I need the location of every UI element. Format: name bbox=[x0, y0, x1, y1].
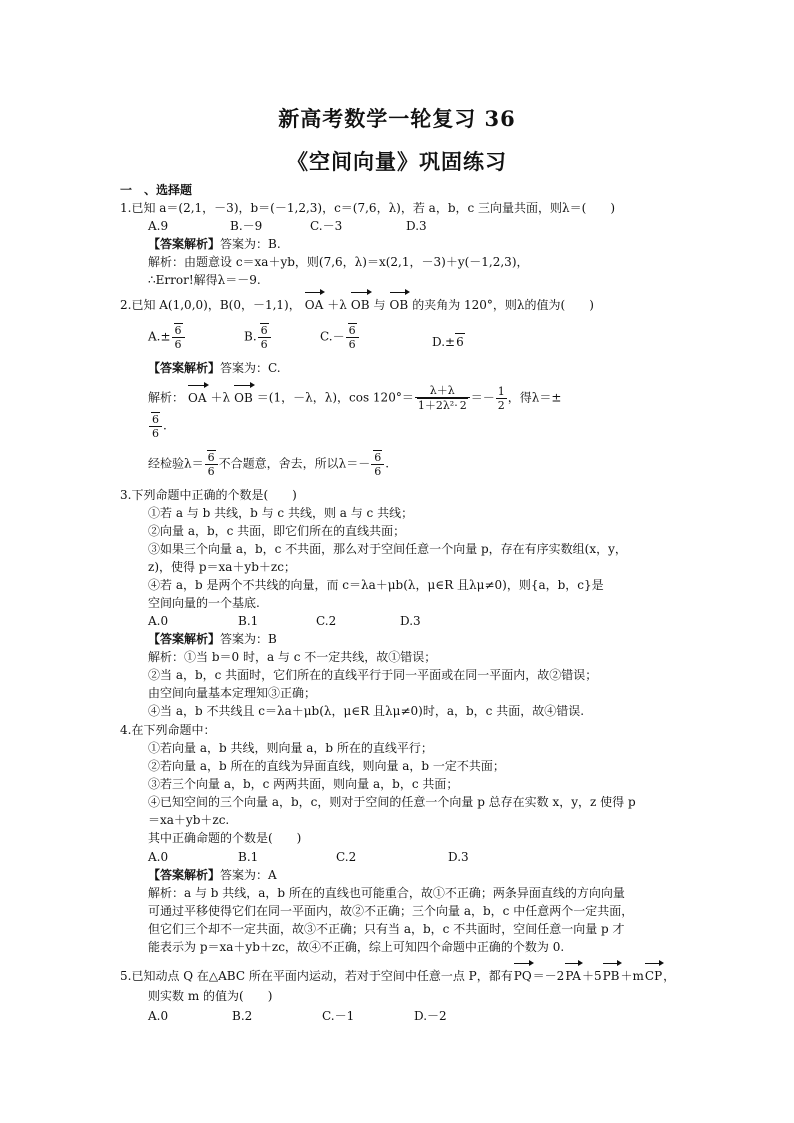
q5-eq-3: ＋m bbox=[620, 969, 644, 983]
q2-option-c-label: C.－ bbox=[320, 329, 345, 344]
q5-option-d: D.－2 bbox=[414, 1009, 447, 1023]
fraction bbox=[346, 323, 359, 351]
q4-prop-2: ②若向量 a，b 所在的直线为异面直线，则向量 a，b 一定不共面； bbox=[148, 759, 505, 773]
answer-text: 答案为：B bbox=[220, 632, 277, 646]
q4-option-b: B.1 bbox=[238, 850, 259, 864]
q4-solution-1: 解析：a 与 b 共线，a，b 所在的直线也可能重合，故①不正确；两条异面直线的方向向量 bbox=[148, 886, 625, 900]
sqrt-6: 6 bbox=[152, 413, 159, 426]
vector-ob: OB bbox=[350, 298, 370, 312]
answer-text: 答案为：B. bbox=[220, 237, 281, 251]
q3-prop-3a: ③如果三个向量 a，b，c 不共面，那么对于空间任意一个向量 p，存在有序实数组(x，y， bbox=[148, 542, 627, 556]
q3-prop-2: ②向量 a，b，c 共面，即它们所在的直线共面； bbox=[148, 524, 406, 538]
q4-prop-4a: ④已知空间的三个向量 a，b，c，则对于空间的任意一个向量 p 总存在实数 x，y，z 使得 p bbox=[148, 795, 636, 809]
q2-stem-start: 2.已知 A(1,0,0)，B(0，－1,1)， bbox=[120, 298, 301, 312]
half-num: 1 bbox=[497, 384, 505, 398]
q3-solution-4: ④当 a，b 不共线且 c＝λa＋μb(λ，μ∈R 且λμ≠0)时，a，b，c 共面，故④错误. bbox=[148, 704, 585, 718]
sol-prefix: 解析： bbox=[148, 390, 185, 405]
q4-solution-3: 但它们三个却不一定共面，故③不正确；只有当 a，b，c 不共面时，空间任意一向量 p 才 bbox=[148, 922, 625, 936]
q2-solution-1 bbox=[148, 384, 718, 412]
q2-option-b-label: B. bbox=[244, 329, 257, 344]
vector-cp: CP bbox=[644, 969, 663, 983]
q1-solution-1: 解析：由题意设 c＝xa＋yb，则(7,6，λ)＝x(2,1，－3)＋y(－1,2,3)， bbox=[148, 255, 529, 269]
q2-option-b bbox=[244, 323, 272, 351]
q2-stem bbox=[120, 297, 710, 313]
q1-answer bbox=[148, 236, 738, 252]
period: . bbox=[163, 418, 167, 433]
q3-prop-4a: ④若 a，b 是两个不共线的向量，而 c＝λa＋μb(λ，μ∈R 且λμ≠0)，则{a，b，c}是 bbox=[148, 578, 604, 592]
denominator: 6 bbox=[348, 338, 356, 351]
q2-option-a bbox=[148, 323, 186, 351]
q2-option-d-label: D.± bbox=[432, 335, 456, 349]
document-title: 新高考数学一轮复习 36 bbox=[278, 106, 516, 131]
q5-stem bbox=[120, 968, 710, 984]
sol-eq: ＝－ bbox=[470, 390, 495, 405]
q4-option-a: A.0 bbox=[148, 850, 169, 864]
q3-solution-1: 解析：①当 b＝0 时，a 与 c 不一定共线，故①错误； bbox=[148, 650, 437, 664]
vector-pa: PA bbox=[565, 969, 581, 983]
half-fraction bbox=[496, 385, 507, 412]
sqrt-2: 2 bbox=[459, 399, 467, 412]
q3-prop-3b: z)，使得 p＝xa＋yb＋zc； bbox=[148, 560, 296, 574]
check-prefix: 经检验λ＝ bbox=[148, 456, 204, 471]
fraction bbox=[149, 412, 162, 440]
vector-pq: PQ bbox=[513, 969, 532, 983]
q3-solution-3: 由空间向量基本定理知③正确； bbox=[148, 686, 317, 700]
q4-answer bbox=[148, 867, 738, 883]
sqrt-6: 6 bbox=[174, 324, 182, 337]
q5-eq-4: ， bbox=[663, 969, 676, 983]
plus-lambda: ＋λ bbox=[327, 298, 347, 312]
vector-oa: OA bbox=[304, 298, 324, 312]
q5-option-a: A.0 bbox=[148, 1009, 169, 1023]
section-heading: 一 、选择题 bbox=[120, 183, 193, 197]
q5-eq-1: ＝－2 bbox=[532, 969, 565, 983]
sqrt-6: 6 bbox=[207, 451, 215, 464]
fraction bbox=[371, 450, 384, 478]
q1-option-b: B.－9 bbox=[230, 219, 263, 233]
sqrt-6: 6 bbox=[374, 451, 382, 464]
plus-lambda: ＋λ bbox=[210, 390, 231, 405]
q4-option-c: C.2 bbox=[336, 850, 357, 864]
denominator: 6 bbox=[174, 338, 182, 351]
q1-option-c: C.－3 bbox=[310, 219, 343, 233]
q3-stem: 3.下列命题中正确的个数是( ) bbox=[120, 488, 297, 502]
q1-solution-2: ∴Error!解得λ＝－9. bbox=[148, 273, 261, 287]
sqrt-6: 6 bbox=[260, 324, 268, 337]
check-mid: 不合题意，舍去，所以λ＝－ bbox=[218, 456, 371, 471]
q4-question: 其中正确命题的个数是( ) bbox=[148, 831, 302, 845]
q2-option-d bbox=[432, 333, 465, 350]
answer-tag: 【答案解析】 bbox=[148, 632, 221, 646]
q4-option-d: D.3 bbox=[448, 850, 469, 864]
q4-solution-2: 可通过平移使得它们在同一平面内，故②不正确；三个向量 a，b，c 中任意两个一定共面， bbox=[148, 904, 634, 918]
vector-pb: PB bbox=[602, 969, 620, 983]
answer-tag: 【答案解析】 bbox=[148, 361, 221, 375]
q2-check bbox=[148, 450, 738, 478]
q3-prop-4b: 空间向量的一个基底. bbox=[148, 596, 260, 610]
denominator: 6 bbox=[152, 427, 159, 440]
sqrt-6: 6 bbox=[456, 335, 464, 349]
cos-numerator: λ＋λ bbox=[415, 384, 470, 398]
vector-ob-2: OB bbox=[389, 298, 409, 312]
q2-stem-mid: 与 bbox=[373, 298, 386, 312]
q1-option-a: A.9 bbox=[148, 219, 169, 233]
q3-option-a: A.0 bbox=[148, 614, 169, 628]
q4-stem: 4.在下列命题中： bbox=[120, 723, 216, 737]
cos-fraction bbox=[415, 384, 470, 412]
answer-tag: 【答案解析】 bbox=[148, 237, 221, 251]
q2-stem-end: 的夹角为 120°，则λ的值为( ) bbox=[412, 298, 594, 312]
check-end: . bbox=[385, 456, 390, 471]
q2-answer bbox=[148, 360, 738, 376]
sol-tail: ，得λ＝± bbox=[507, 390, 562, 405]
q1-option-d: D.3 bbox=[406, 219, 427, 233]
q2-solution-2 bbox=[148, 412, 738, 440]
q1-stem: 1.已知 a＝(2,1，－3)，b＝(－1,2,3)，c＝(7,6，λ)，若 a，b，c 三向量共面，则λ＝( ) bbox=[120, 201, 616, 215]
vector-oa: OA bbox=[188, 390, 207, 405]
answer-text: 答案为：A bbox=[220, 868, 277, 882]
fraction bbox=[172, 323, 185, 351]
denominator: 6 bbox=[207, 465, 215, 478]
denominator: 6 bbox=[374, 465, 382, 478]
q5-eq-2: ＋5 bbox=[581, 969, 602, 983]
q5-option-c: C.－1 bbox=[322, 1009, 355, 1023]
cos-denominator bbox=[415, 398, 470, 412]
q3-option-b: B.1 bbox=[238, 614, 259, 628]
fraction bbox=[258, 323, 271, 351]
q5-question: 则实数 m 的值为( ) bbox=[148, 989, 273, 1003]
q3-option-c: C.2 bbox=[316, 614, 337, 628]
vector-ob: OB bbox=[234, 390, 253, 405]
denominator: 6 bbox=[260, 338, 268, 351]
half-den: 2 bbox=[497, 398, 505, 412]
q2-option-a-label: A.± bbox=[148, 329, 171, 344]
sqrt-expr: 1＋2λ²· bbox=[417, 399, 458, 412]
q4-prop-1: ①若向量 a，b 共线，则向量 a，b 所在的直线平行； bbox=[148, 741, 433, 755]
document-subtitle: 《空间向量》巩固练习 bbox=[287, 149, 507, 174]
q5-option-b: B.2 bbox=[232, 1009, 253, 1023]
q2-option-c bbox=[320, 323, 360, 351]
q3-answer bbox=[148, 631, 738, 647]
q4-solution-4: 能表示为 p＝xa＋yb＋zc，故④不正确，综上可知四个命题中正确的个数为 0. bbox=[148, 940, 565, 954]
answer-tag: 【答案解析】 bbox=[148, 868, 221, 882]
q4-prop-3: ③若三个向量 a，b，c 两两共面，则向量 a，b，c 共面； bbox=[148, 777, 459, 791]
q3-solution-2: ②当 a，b，c 共面时，它们所在的直线平行于同一平面或在同一平面内，故②错误； bbox=[148, 668, 598, 682]
q3-option-d: D.3 bbox=[400, 614, 421, 628]
q3-prop-1: ①若 a 与 b 共线，b 与 c 共线，则 a 与 c 共线； bbox=[148, 506, 414, 520]
answer-text: 答案为：C. bbox=[220, 361, 281, 375]
sol-mid: ＝(1，－λ，λ)，cos 120°＝ bbox=[256, 390, 414, 405]
fraction bbox=[205, 450, 218, 478]
q4-prop-4b: ＝xa＋yb＋zc. bbox=[148, 813, 230, 827]
sqrt-6: 6 bbox=[348, 324, 356, 337]
q5-stem-start: 5.已知动点 Q 在△ABC 所在平面内运动，若对于空间中任意一点 P，都有 bbox=[120, 969, 513, 983]
